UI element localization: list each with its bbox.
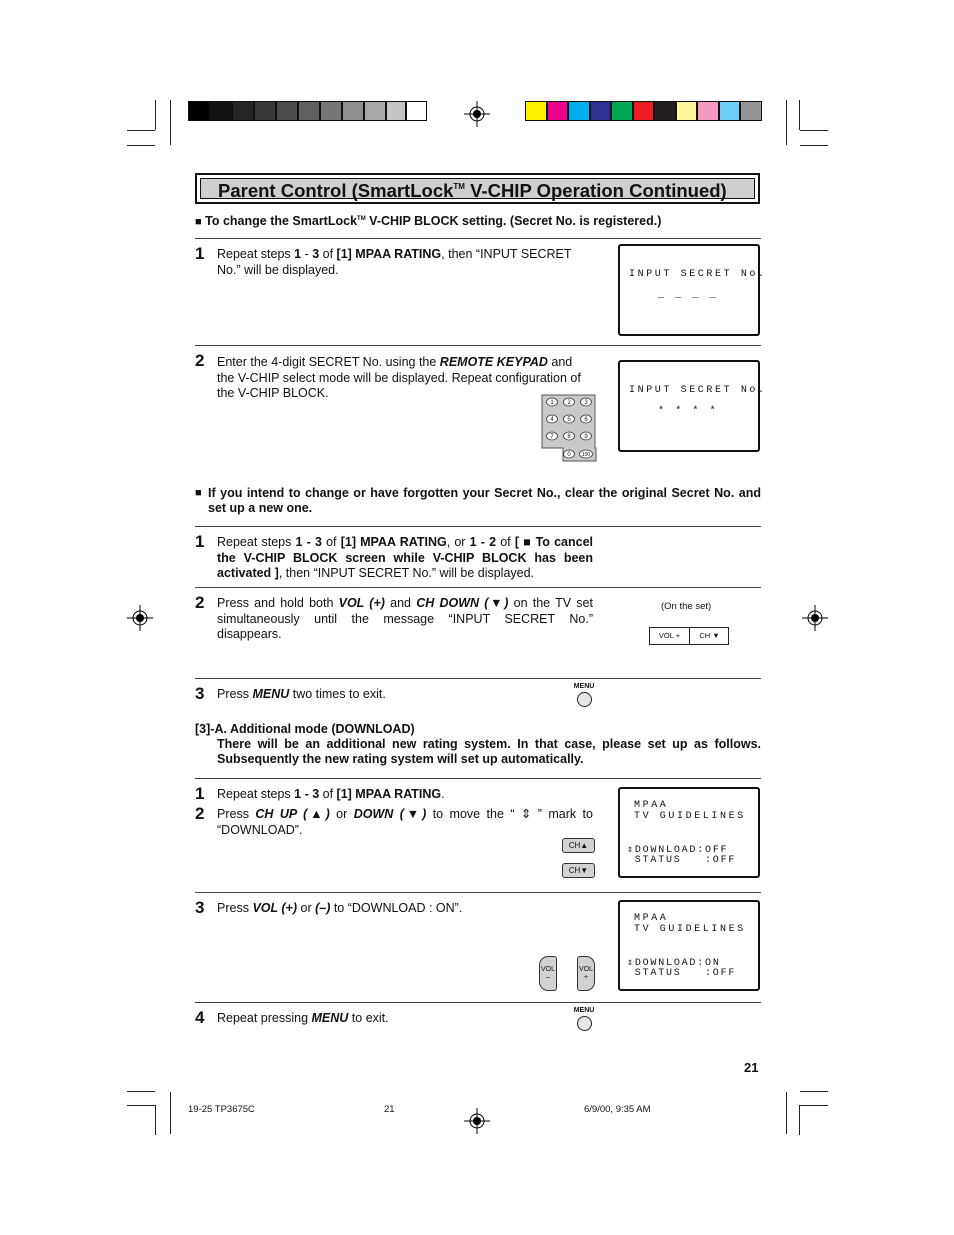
step-text: Press CH UP (▲) or DOWN (▼) to move the “ ⇕ ” mark to “DOWNLOAD”. [217,807,593,837]
key-7: 7 [550,434,554,440]
ch-up-button[interactable]: CH▲ [562,838,595,853]
step-number: 1 [195,784,205,803]
divider [195,892,761,893]
divider [195,678,761,679]
step-text: Press and hold both VOL (+) and CH DOWN (▼) on the TV set simultaneously until the message “INPUT SECRET No.” disappears. [217,596,593,641]
section2-heading: ■ If you intend to change or have forgotten your Secret No., clear the original Secret No. and set up a new one. [195,486,761,515]
vol-minus-button[interactable]: VOL – [539,956,557,991]
step-text: Press VOL (+) or (–) to “DOWNLOAD : ON”. [217,901,463,915]
screen-line: TV GUIDELINES [634,924,746,935]
registration-mark-icon [464,101,490,127]
vol-plus-button[interactable]: VOL + [577,956,595,991]
step-text: Enter the 4-digit SECRET No. using the REMOTE KEYPAD and the V-CHIP select mode will be displayed. Repeat configuration of the V-CHIP BLOCK. [217,355,581,400]
registration-mark-icon [802,605,828,631]
divider [195,587,761,588]
screen-line: MPAA [634,913,669,924]
step-text: Repeat steps 1 - 3 of [1] MPAA RATING. [217,787,445,801]
screen-line: MPAA [634,800,669,811]
step-text: Repeat steps 1 - 3 of [1] MPAA RATING, then “INPUT SECRET No.” will be displayed. [217,247,572,277]
divider [195,345,761,346]
key-100: 100 [581,452,591,458]
section3-heading: [3]-A. Additional mode (DOWNLOAD) [195,722,415,736]
key-8: 8 [567,434,571,440]
menu-button[interactable]: MENU [568,1007,600,1033]
key-3: 3 [584,400,588,406]
divider [195,778,761,779]
remote-keypad-icon [541,394,597,462]
screen-line: TV GUIDELINES [634,811,746,822]
page-title-box [195,173,760,204]
registration-mark-icon [464,1108,490,1134]
tv-screen-input-secret [618,244,767,336]
screen-line: STATUS :OFF [627,855,737,866]
footer-right: 6/9/00, 9:35 AM [584,1104,651,1115]
ch-down-button[interactable]: CH▼ [562,863,595,878]
screen-line: _ _ _ _ [658,290,719,301]
divider [195,1002,761,1003]
section3-subheading: There will be an additional new rating system. In that case, please set up as follows. Subsequently the new rating system will set up automatically. [217,737,761,766]
screen-line: INPUT SECRET No. [629,385,767,396]
step-number: 2 [195,804,205,823]
key-0: 0 [567,452,571,458]
step-text: Repeat steps 1 - 3 of [1] MPAA RATING, or 1 - 2 of [ ■ To cancel the V-CHIP BLOCK screen while V-CHIP BLOCK has been activated ], then “INPUT SECRET No.” will be displayed. [217,535,593,580]
footer-left: 19-25 TP3675C [188,1104,255,1115]
screen-line: INPUT SECRET No. [629,269,767,280]
tv-screen-secret-entered [618,360,767,452]
set-ch-down-button[interactable]: CH ▼ [699,631,720,640]
page-number: 21 [744,1060,759,1075]
key-9: 9 [584,434,588,440]
screen-line: STATUS :OFF [627,968,737,979]
tv-screen-download-on [618,900,760,991]
step-text: Repeat pressing MENU to exit. [217,1011,389,1025]
step-text: Press MENU two times to exit. [217,687,386,701]
key-4: 4 [550,417,554,423]
page-title: Parent Control (SmartLock™ V-CHIP Operation Continued) [218,180,727,201]
screen-line: ⇕DOWNLOAD:OFF [627,845,729,856]
set-vol-plus-button[interactable]: VOL + [650,628,690,644]
divider [195,526,761,527]
screen-line: ⇕DOWNLOAD:ON [627,958,721,969]
key-2: 2 [567,400,571,406]
step-number: 3 [195,684,205,703]
tv-set-buttons [649,627,729,645]
step-number: 1 [195,244,205,263]
on-the-set-caption: (On the set) [661,601,712,612]
footer-center: 21 [384,1104,395,1115]
step-number: 4 [195,1008,205,1027]
step-number: 2 [195,593,205,612]
section1-heading: ■ To change the SmartLock™ V-CHIP BLOCK setting. (Secret No. is registered.) [195,214,662,229]
screen-line: * * * * [658,406,719,417]
step-number: 1 [195,532,205,551]
key-5: 5 [567,417,571,423]
step-number: 3 [195,898,205,917]
divider [195,238,761,239]
menu-button[interactable]: MENU [568,683,600,709]
tv-screen-download-off [618,787,760,878]
key-1: 1 [550,400,554,406]
registration-mark-icon [127,605,153,631]
key-6: 6 [584,417,588,423]
step-number: 2 [195,351,205,370]
